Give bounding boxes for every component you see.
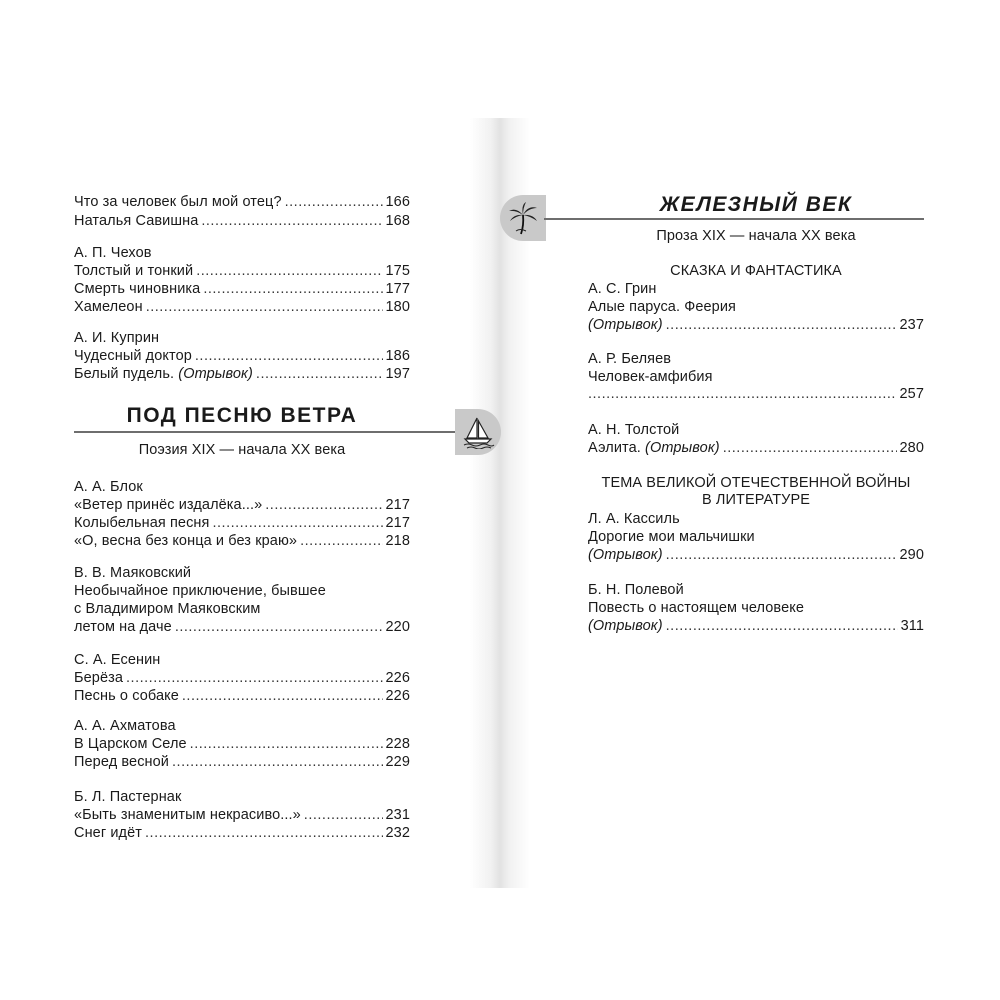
- leader-dots: [723, 439, 897, 458]
- author-name: А. П. Чехов: [74, 245, 152, 261]
- toc-entry-page: 197: [385, 366, 410, 382]
- toc-entry-page: 217: [385, 497, 410, 513]
- toc-entry-title: [74, 365, 253, 384]
- excerpt-note: (Отрывок): [588, 547, 663, 563]
- leader-dots: [145, 824, 382, 843]
- toc-entry[interactable]: [74, 193, 410, 212]
- toc-entry-title-text: Белый пудель.: [74, 366, 175, 382]
- subsection-title: В ЛИТЕРАТУРЕ: [701, 492, 811, 508]
- toc-entry-page: 168: [385, 213, 410, 229]
- leader-dots: [195, 347, 383, 366]
- toc-entry-page: 177: [385, 281, 410, 297]
- toc-entry-title: Песнь о собаке: [74, 688, 179, 704]
- toc-entry-title: «Ветер принёс издалёка...»: [74, 497, 263, 513]
- excerpt-note: (Отрывок): [588, 618, 663, 634]
- subsection-title: СКАЗКА И ФАНТАСТИКА: [670, 263, 842, 279]
- toc-entry[interactable]: [588, 439, 924, 458]
- toc-entry-page: 226: [385, 688, 410, 704]
- leader-dots: [201, 212, 382, 231]
- leader-dots: [285, 193, 383, 212]
- toc-entry-page: 280: [899, 440, 924, 456]
- toc-entry-page: 228: [385, 736, 410, 752]
- excerpt-note: (Отрывок): [645, 440, 720, 456]
- toc-entry-page: 226: [385, 670, 410, 686]
- toc-entry[interactable]: [74, 496, 410, 515]
- toc-entry-title-line: Алые паруса. Феерия: [588, 299, 736, 315]
- toc-entry[interactable]: [74, 735, 410, 754]
- toc-entry-page: 231: [385, 807, 410, 823]
- toc-entry-title: «О, весна без конца и без краю»: [74, 533, 298, 549]
- toc-entry-title-line: с Владимиром Маяковским: [74, 601, 261, 617]
- leader-dots: [666, 617, 898, 636]
- toc-entry[interactable]: [74, 618, 410, 637]
- subsection-title: ТЕМА ВЕЛИКОЙ ОТЕЧЕСТВЕННОЙ ВОЙНЫ: [601, 475, 911, 491]
- leader-dots: [175, 618, 383, 637]
- excerpt-note: (Отрывок): [588, 317, 663, 333]
- toc-entry-title: Колыбельная песня: [74, 515, 210, 531]
- toc-entry[interactable]: [588, 316, 924, 335]
- toc-entry-title: [588, 439, 720, 458]
- author-name: А. А. Ахматова: [74, 718, 176, 734]
- palm-tree-icon: [506, 201, 540, 235]
- toc-entry-title-line: Необычайное приключение, бывшее: [74, 583, 326, 599]
- leader-dots: [256, 365, 383, 384]
- toc-entry[interactable]: [74, 262, 410, 281]
- author-name: А. Р. Беляев: [588, 351, 672, 367]
- toc-entry-page: 217: [385, 515, 410, 531]
- section-tab: [455, 409, 501, 455]
- sailboat-icon: [461, 415, 495, 449]
- toc-entry[interactable]: [74, 532, 410, 551]
- toc-entry-page: 166: [385, 194, 410, 210]
- toc-entry[interactable]: [74, 365, 410, 384]
- toc-entry-page: 186: [385, 348, 410, 364]
- toc-entry-title: Толстый и тонкий: [74, 263, 194, 279]
- toc-entry-title: Перед весной: [74, 754, 170, 770]
- section-rule: [544, 218, 924, 220]
- author-name: А. И. Куприн: [74, 330, 160, 346]
- toc-entry[interactable]: [74, 298, 410, 317]
- section-tab: [500, 195, 546, 241]
- toc-entry-title: Что за человек был мой отец?: [74, 194, 282, 210]
- toc-entry-page: 290: [899, 547, 924, 563]
- toc-entry-title: Снег идёт: [74, 825, 143, 841]
- leader-dots: [172, 753, 382, 772]
- author-name: Л. А. Кассиль: [588, 511, 680, 527]
- leader-dots: [213, 514, 383, 533]
- toc-entry-title-text: Аэлита.: [588, 440, 641, 456]
- section-title: ПОД ПЕСНЮ ВЕТРА: [126, 404, 358, 427]
- leader-dots: [666, 546, 897, 565]
- toc-entry[interactable]: [74, 806, 410, 825]
- author-name: Б. Н. Полевой: [588, 582, 684, 598]
- toc-entry-title: Хамелеон: [74, 299, 143, 315]
- toc-entry-title-line: Дорогие мои мальчишки: [588, 529, 755, 545]
- toc-entry[interactable]: [74, 212, 410, 231]
- toc-entry-title: «Быть знаменитым некрасиво...»: [74, 807, 301, 823]
- toc-entry-title: Берёза: [74, 670, 124, 686]
- section-title: ЖЕЛЕЗНЫЙ ВЕК: [659, 193, 853, 216]
- leader-dots: [146, 298, 383, 317]
- author-name: А. А. Блок: [74, 479, 143, 495]
- section-rule: [74, 431, 457, 433]
- toc-entry[interactable]: [74, 669, 410, 688]
- toc-entry-title: Наталья Савишна: [74, 213, 199, 229]
- leader-dots: [666, 316, 897, 335]
- toc-entry-title: летом на даче: [74, 619, 172, 635]
- toc-entry-page: 218: [385, 533, 410, 549]
- leader-dots: [190, 735, 383, 754]
- author-name: В. В. Маяковский: [74, 565, 192, 581]
- leader-dots: [182, 687, 383, 706]
- toc-entry-page: 180: [385, 299, 410, 315]
- toc-entry[interactable]: [74, 514, 410, 533]
- toc-entry-page: 175: [385, 263, 410, 279]
- toc-entry-page: 237: [899, 317, 924, 333]
- toc-entry[interactable]: [588, 617, 924, 636]
- toc-entry[interactable]: [74, 753, 410, 772]
- section-subtitle: Проза XIX — начала XX века: [656, 228, 856, 244]
- toc-entry-page: 311: [900, 618, 924, 634]
- leader-dots: [304, 806, 383, 825]
- excerpt-note: (Отрывок): [178, 366, 253, 382]
- toc-entry-page: 232: [385, 825, 410, 841]
- author-name: С. А. Есенин: [74, 652, 161, 668]
- section-subtitle: Поэзия XIX — начала XX века: [138, 442, 346, 458]
- toc-entry[interactable]: [588, 385, 924, 404]
- leader-dots: [588, 385, 897, 404]
- leader-dots: [203, 280, 382, 299]
- leader-dots: [196, 262, 382, 281]
- toc-entry[interactable]: [588, 546, 924, 565]
- author-name: А. Н. Толстой: [588, 422, 680, 438]
- author-name: Б. Л. Пастернак: [74, 789, 182, 805]
- toc-entry[interactable]: [74, 280, 410, 299]
- toc-entry-page: 229: [385, 754, 410, 770]
- toc-entry-page: 220: [385, 619, 410, 635]
- toc-entry-title-line: Повесть о настоящем человеке: [588, 600, 805, 616]
- toc-entry-title-line: Человек-амфибия: [588, 369, 713, 385]
- toc-entry[interactable]: [74, 347, 410, 366]
- leader-dots: [265, 496, 382, 515]
- toc-entry-title: Смерть чиновника: [74, 281, 201, 297]
- toc-entry[interactable]: [74, 824, 410, 843]
- leader-dots: [126, 669, 382, 688]
- toc-entry[interactable]: [74, 687, 410, 706]
- author-name: А. С. Грин: [588, 281, 657, 297]
- toc-entry-page: 257: [899, 386, 924, 402]
- toc-entry-title: В Царском Селе: [74, 736, 187, 752]
- toc-entry-title: Чудесный доктор: [74, 348, 192, 364]
- leader-dots: [300, 532, 382, 551]
